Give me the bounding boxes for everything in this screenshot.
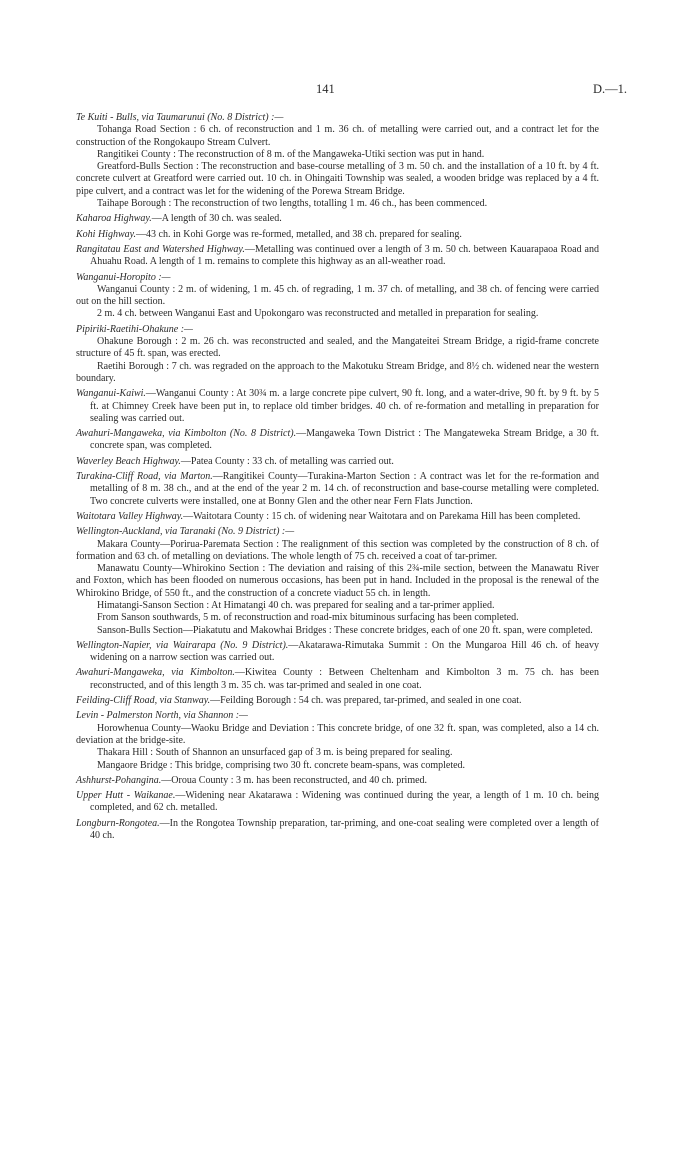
highway-section [76, 695, 599, 707]
page-number: 141 [316, 82, 335, 96]
section-title: Te Kuiti - Bulls, via Taumarunui (No. 8 District) :— [76, 112, 284, 123]
section-paragraph: Thakara Hill : South of Shannon an unsurfaced gap of 3 m. is being prepared for sealing. [97, 747, 453, 759]
section-title: Turakina-Cliff Road, via Marton. [76, 471, 213, 483]
section-title: Awahuri-Mangaweka, via Kimbolton (No. 8 District). [76, 428, 297, 440]
section-text: —Oroua County : 3 m. has been reconstructed, and 40 ch. primed. [161, 774, 428, 786]
section-text: —A length of 30 ch. was sealed. [151, 213, 282, 225]
section-title: Wellington-Napier, via Wairarapa (No. 9 District). [76, 639, 289, 651]
section-lead [76, 775, 599, 787]
section-paragraph: Raetihi Borough : 7 ch. was regraded on the approach to the Makotuku Stream Bridge, and 8½ ch. widened near the western boundary. [76, 360, 599, 384]
section-text: —Waitotara County : 15 ch. of widening near Waitotara and on Parekama Hill has been completed. [183, 510, 581, 522]
section-lead [76, 471, 599, 508]
section-title: Waitotara Valley Highway. [76, 510, 184, 522]
document-reference: D.—1. [592, 82, 627, 96]
section-lead [76, 213, 599, 225]
section-title: Upper Hutt - Waikanae. [76, 790, 176, 802]
section-paragraph: Makara County—Porirua-Paremata Section : The realignment of this section was completed by the construction of 8 ch. of formation and 63 ch. of metalling on deviations. The whole length of 75 ch. received a coat of tar-primer. [76, 538, 599, 562]
highway-section [76, 511, 599, 523]
section-paragraph: Ohakune Borough : 2 m. 26 ch. was reconstructed and sealed, and the Mangateitei Stream Bridge, a rigid-frame concrete structure of 45 ft. span, was erected. [76, 336, 599, 360]
section-title: Levin - Palmerston North, via Shannon :— [76, 710, 248, 722]
highway-section [76, 667, 599, 692]
section-title: Awahuri-Mangaweka, via Kimbolton. [76, 667, 235, 679]
section-text: —Rangitikei County—Turakina-Marton Section : A contract was let for the re-formation and metalling of 8 m. 38 ch., and at the end of the year 2 m. 14 ch. of reconstruction and base-course metalling were completed. Two concrete culverts were installed, one at Bonny Glen and the other near Fern Flats Junction. [90, 471, 600, 507]
section-lead [76, 710, 599, 722]
section-paragraph: Sanson-Bulls Section—Piakatutu and Makowhai Bridges : These concrete bridges, each of one 20 ft. span, were completed. [97, 624, 593, 636]
highway-section [76, 324, 599, 385]
highway-section [76, 640, 599, 665]
section-title: Feilding-Cliff Road, via Stanway. [76, 695, 211, 707]
section-lead [76, 456, 599, 468]
section-title: Wanganui-Kaiwi. [76, 388, 146, 400]
section-text: —In the Rongotea Township preparation, tar-priming, and one-coat sealing were completed over a length of 40 ch. [90, 817, 599, 842]
highway-section [76, 112, 599, 210]
highway-section [76, 471, 599, 508]
section-text: —43 ch. in Kohi Gorge was re-formed, metalled, and 38 ch. prepared for sealing. [136, 228, 462, 240]
highway-section [76, 388, 599, 425]
section-text: —Widening near Akatarawa : Widening was continued during the year, a length of 1 m. 10 ch. being completed, and 62 ch. metalled. [90, 790, 599, 814]
section-paragraph: 2 m. 4 ch. between Wanganui East and Upokongaro was reconstructed and metalled in preparation for sealing. [97, 308, 539, 320]
highway-section [76, 526, 599, 637]
section-paragraph: Himatangi-Sanson Section : At Himatangi 40 ch. was prepared for sealing and a tar-primer applied. [97, 599, 495, 611]
report-body [76, 112, 599, 845]
section-lead [76, 229, 599, 241]
section-lead [76, 112, 599, 124]
section-lead [76, 818, 599, 843]
section-text: —Kiwitea County : Between Cheltenham and Kimbolton 3 m. 75 ch. has been reconstructed, and of this length 3 m. 35 ch. was tar-primed and sealed in one coat. [90, 667, 599, 691]
section-title: Wanganui-Horopito :— [76, 271, 171, 283]
highway-section [76, 775, 599, 787]
section-lead [76, 324, 599, 336]
highway-section [76, 428, 599, 453]
section-text: —Feilding Borough : 54 ch. was prepared, tar-primed, and sealed in one coat. [210, 695, 522, 707]
highway-section [76, 818, 599, 843]
section-paragraph: Tohanga Road Section : 6 ch. of reconstruction and 1 m. 36 ch. of metalling were carried out, and a contract let for the construction of the Rongokaupo Stream Culvert. [76, 124, 599, 148]
section-lead [76, 790, 599, 815]
page-header [0, 82, 700, 100]
section-title: Kaharoa Highway. [76, 213, 152, 225]
section-title: Waverley Beach Highway. [76, 455, 181, 467]
section-paragraph: Wanganui County : 2 m. of widening, 1 m. 45 ch. of regrading, 1 m. 37 ch. of metalling, and 38 ch. of fencing were carried out on the hill section. [76, 283, 599, 308]
section-paragraph: Rangitikei County : The reconstruction of 8 m. of the Mangaweka-Utiki section was put in hand. [97, 148, 485, 160]
section-text: —Patea County : 33 ch. of metalling was carried out. [180, 455, 394, 467]
section-paragraph: Horowhenua County—Waoku Bridge and Deviation : This concrete bridge, of one 32 ft. span, was completed, also a 14 ch. deviation at the bridge-site. [76, 722, 599, 746]
section-paragraph: Mangaore Bridge : This bridge, comprising two 30 ft. concrete beam-spans, was completed. [97, 759, 466, 771]
highway-section [76, 710, 599, 771]
section-lead [76, 244, 599, 269]
highway-section [76, 790, 599, 815]
section-title: Ashhurst-Pohangina. [76, 774, 162, 786]
section-lead [76, 667, 599, 692]
section-lead [76, 428, 599, 453]
highway-section [76, 456, 599, 468]
section-text: —Metalling was continued over a length of 3 m. 50 ch. between Kauarapaoa Road and Ahuahu Road. A length of 1 m. remains to complete this highway as an all-weather road. [90, 243, 599, 268]
section-text: —Akatarawa-Rimutaka Summit : On the Mungaroa Hill 46 ch. of heavy widening on a narrow section was carried out. [90, 639, 599, 664]
section-title: Wellington-Auckland, via Taranaki (No. 9 District) :— [76, 526, 295, 538]
section-paragraph: Greatford-Bulls Section : The reconstruction and base-course metalling of 3 m. 50 ch. and the installation of a 10 ft. by 4 ft. concrete culvert at Greatford were carried out. 10 ch. in Ohingaiti Township was sealed, a wooden bridge was replaced by a 4 ft. pipe culvert, and a contract was let for the widening of the Porewa Stream Bridge. [76, 161, 599, 197]
section-paragraph: From Sanson southwards, 5 m. of reconstruction and road-mix bituminous surfacing has been completed. [97, 612, 519, 624]
section-title: Kohi Highway. [76, 228, 137, 240]
section-lead [76, 695, 599, 707]
section-lead [76, 640, 599, 665]
section-title: Longburn-Rongotea. [76, 817, 160, 829]
section-text: —Mangaweka Town District : The Mangateweka Stream Bridge, a 30 ft. concrete span, was completed. [90, 428, 599, 452]
section-title: Pipiriki-Raetihi-Ohakune :— [76, 323, 193, 335]
section-lead [76, 526, 599, 538]
section-lead [76, 272, 599, 284]
highway-section [76, 272, 599, 321]
section-lead [76, 388, 599, 425]
section-text: —Wanganui County : At 30¾ m. a large concrete pipe culvert, 90 ft. long, and a water-drive, 90 ft. by 9 ft. by 5 ft. at Chimney Creek have been put in, to replace old timber bridges. 40 ch. of re-formation and metalling in preparation for sealing was carried out. [90, 388, 599, 424]
section-paragraph: Manawatu County—Whirokino Section : The deviation and raising of this 2¾-mile section, between the Manawatu River and Foxton, which has been flooded on numerous occasions, has been put in hand. Included in the proposal is the renewal of the Whirokino Bridge, of 550 ft., and the construction of a concrete viaduct 55 ch. in length. [76, 563, 599, 599]
section-title: Rangitatau East and Watershed Highway. [76, 243, 245, 255]
highway-section [76, 229, 599, 241]
section-paragraph: Taihape Borough : The reconstruction of two lengths, totalling 1 m. 46 ch., has been commenced. [97, 198, 488, 210]
section-lead [76, 511, 599, 523]
highway-section [76, 213, 599, 225]
highway-section [76, 244, 599, 269]
